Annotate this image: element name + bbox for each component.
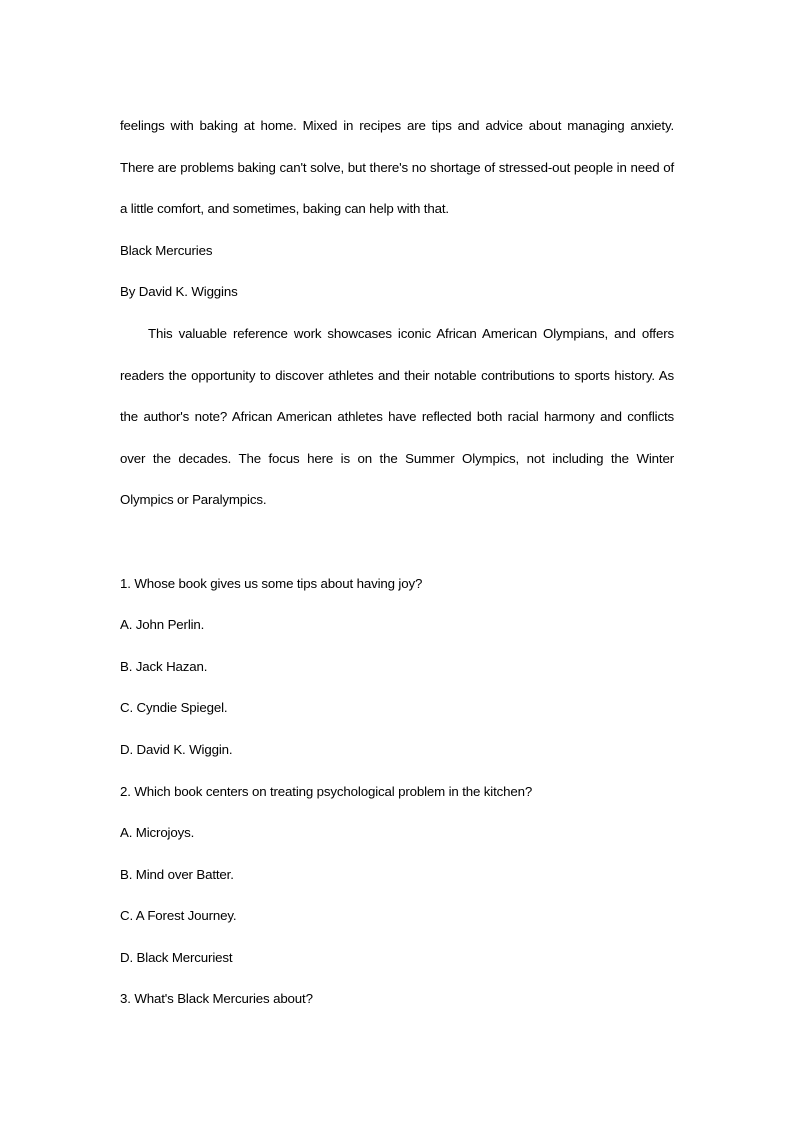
question-text: 3. What's Black Mercuries about? bbox=[120, 991, 313, 1007]
book-author: By David K. Wiggins bbox=[120, 284, 238, 300]
option-b: B. Jack Hazan. bbox=[120, 658, 208, 674]
option-b: B. Mind over Batter. bbox=[120, 866, 234, 882]
question-3 bbox=[120, 978, 674, 1020]
option-c: C. A Forest Journey. bbox=[120, 908, 237, 924]
book-description-paragraph: This valuable reference work showcases iconic African American Olympians, and offers readers the opportunity to discover athletes and their notable contributions to sports history. As the author's note? African American athletes have reflected both racial harmony and conflicts over the decades. The focus here is on the Summer Olympics, not including the Winter Olympics or Paralympics. bbox=[120, 325, 674, 508]
option-d: D. Black Mercuriest bbox=[120, 949, 233, 965]
section-spacer bbox=[120, 521, 674, 563]
intro-paragraph: feelings with baking at home. Mixed in recipes are tips and advice about managing anxiety. There are problems baking can't solve, but there's no shortage of stressed-out people in need of a little comfort, and sometimes, baking can help with that. bbox=[120, 118, 674, 217]
question-text: 2. Which book centers on treating psychological problem in the kitchen? bbox=[120, 783, 533, 799]
option-d: D. David K. Wiggin. bbox=[120, 741, 233, 757]
book-title: Black Mercuries bbox=[120, 242, 213, 258]
option-c: C. Cyndie Spiegel. bbox=[120, 700, 228, 716]
document-body bbox=[120, 105, 674, 1020]
option-a: A. Microjoys. bbox=[120, 825, 195, 841]
question-2 bbox=[120, 771, 674, 979]
question-text: 1. Whose book gives us some tips about having joy? bbox=[120, 575, 423, 591]
question-1 bbox=[120, 563, 674, 771]
option-a: A. John Perlin. bbox=[120, 617, 205, 633]
